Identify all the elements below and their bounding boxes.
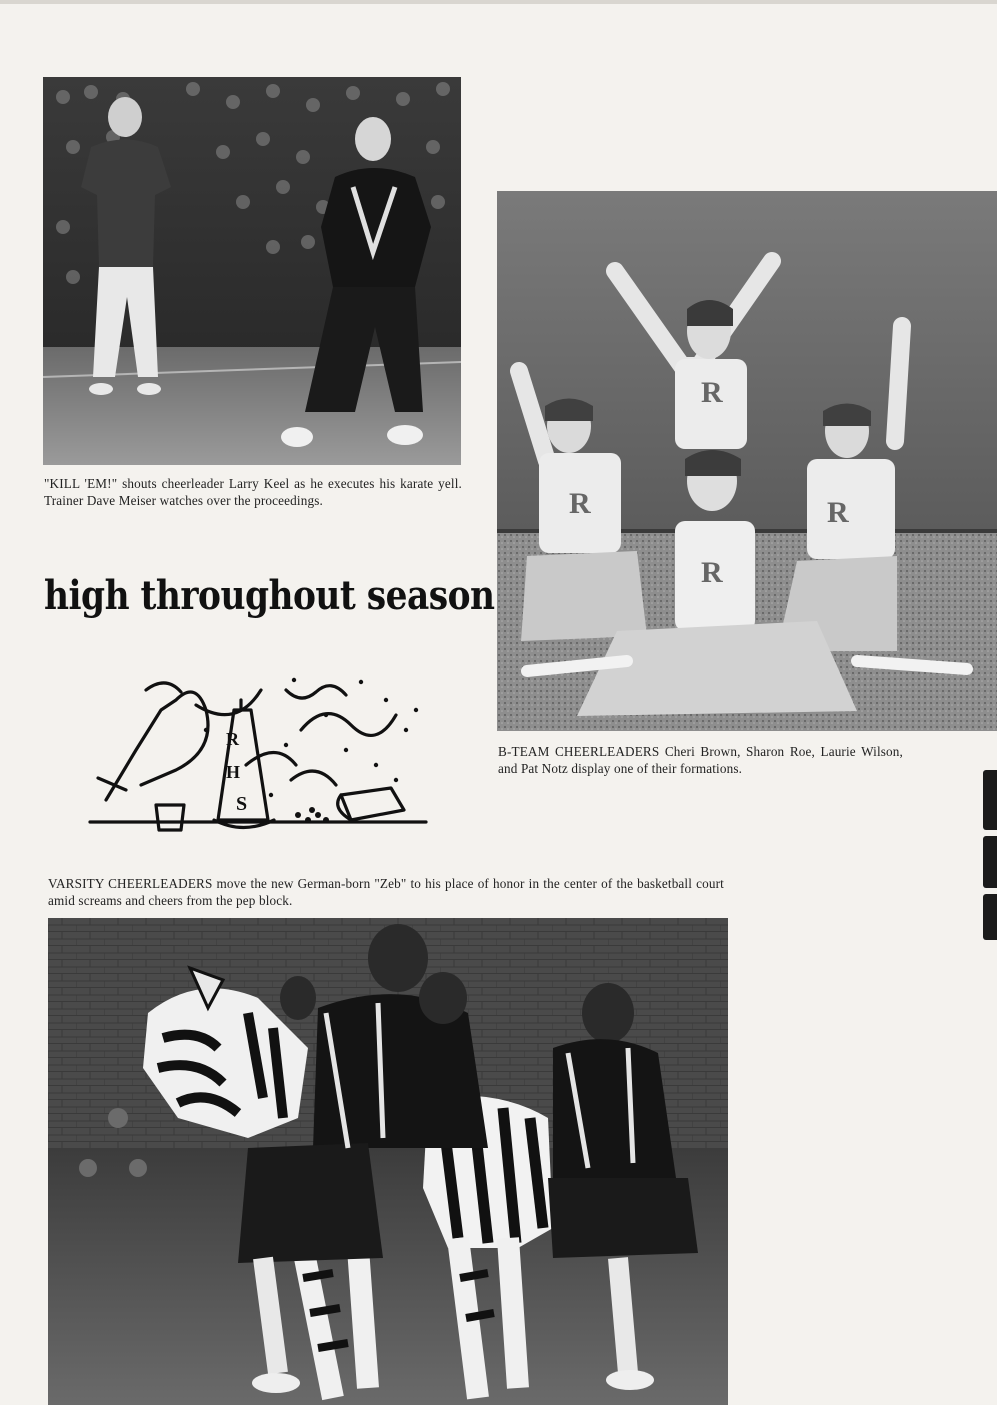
megaphone-letter-h: H [226,762,241,782]
megaphone-letter-s: S [236,793,248,815]
varsity-photo-caption: VARSITY CHEERLEADERS move the new German-born "Zeb" to his place of honor in the center of the basketball court amid screams and cheers from the pep block. [48,876,724,908]
bteam-cheerleaders-photo [497,191,997,731]
megaphone-letter-r: R [226,729,239,749]
karate-yell-photo [43,77,461,465]
page-edge-tabs [983,770,997,940]
bteam-photo-caption: B-TEAM CHEERLEADERS Cheri Brown, Sharon Roe, Laurie Wilson, and Pat Notz display one of their formations. [498,744,903,776]
edge-tab [983,836,997,888]
sweater-letter-right: R [827,496,849,529]
varsity-zebra-photo [48,918,728,1405]
sweater-letter-left: R [569,487,591,520]
sweater-letter-front: R [701,556,723,589]
karate-photo-caption: "KILL 'EM!" shouts cheerleader Larry Keel as he executes his karate yell. Trainer Dave Meiser watches over the proceedings. [44,476,462,508]
sweater-letter-back: R [701,376,723,409]
edge-tab [983,770,997,830]
page-top-edge [0,0,997,4]
pep-drawing [86,670,436,845]
page-headline: high throughout season [44,572,495,619]
edge-tab [983,894,997,940]
